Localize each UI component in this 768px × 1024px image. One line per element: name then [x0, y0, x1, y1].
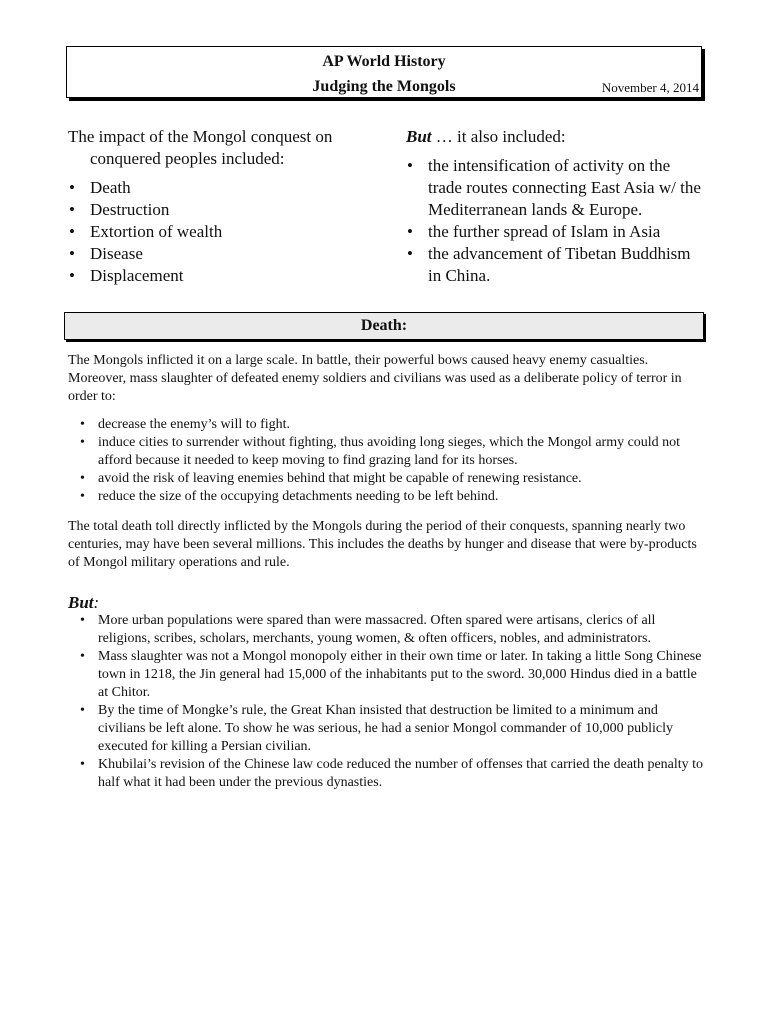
list-item [68, 199, 378, 221]
list-item [68, 648, 708, 702]
list-item-text: Mass slaughter was not a Mongol monopoly either in their own time or later. In taking a little Song Chinese town in 1218, the Jin general had 15,000 of the inhabitants put to the sword. 30,000 Hindus died in a battle at Chitor. [98, 649, 702, 700]
bullet-icon: • [407, 222, 413, 241]
impact-list [68, 177, 378, 287]
reasons-list [68, 416, 708, 506]
list-item [406, 221, 706, 243]
list-item [68, 488, 708, 506]
list-item-text: avoid the risk of leaving enemies behind that might be capable of renewing resistance. [98, 471, 582, 486]
list-item [68, 243, 378, 265]
list-item-text: Destruction [90, 200, 170, 219]
counterpoints-list-container [68, 612, 708, 792]
bullet-icon: • [69, 200, 75, 219]
header-box [66, 46, 702, 98]
counterpoints-list [68, 612, 708, 792]
reasons-list-container [68, 416, 708, 506]
bullet-icon: • [80, 489, 85, 504]
impact-intro: The impact of the Mongol conquest on conquered peoples included: [68, 127, 333, 168]
benefits-intro-text: … it also included: [431, 127, 566, 146]
document-title: AP World History [322, 53, 446, 70]
death-paragraph-2: The total death toll directly inflicted by the Mongols during the period of their conquests, spanning nearly two centuries, may have been several millions. This includes the deaths by hunger and disease that were by-products of Mongol military operations and rule. [68, 519, 697, 570]
list-item-text: reduce the size of the occupying detachments needing to be left behind. [98, 489, 499, 504]
bullet-icon: • [80, 757, 85, 772]
list-item-text: the advancement of Tibetan Buddhism in China. [428, 244, 691, 285]
bullet-icon: • [80, 613, 85, 628]
list-item-text: More urban populations were spared than were massacred. Often spared were artisans, clerics of all religions, scribes, scholars, merchants, young women, & often officers, nobles, and administrators. [98, 613, 656, 646]
bullet-icon: • [69, 222, 75, 241]
death-paragraph-1: The Mongols inflicted it on a large scale. In battle, their powerful bows caused heavy enemy casualties. Moreover, mass slaughter of defeated enemy soldiers and civilians was used as a deliberate policy of terror in order to: [68, 353, 682, 404]
bullet-icon: • [80, 703, 85, 718]
but-emphasis: But [406, 127, 432, 146]
bullet-icon: • [80, 435, 85, 450]
list-item-text: Displacement [90, 266, 184, 285]
list-item [68, 612, 708, 648]
list-item [68, 177, 378, 199]
list-item-text: decrease the enemy’s will to fight. [98, 417, 291, 432]
list-item-text: Disease [90, 244, 143, 263]
bullet-icon: • [80, 417, 85, 432]
bullet-icon: • [80, 649, 85, 664]
bullet-icon: • [69, 178, 75, 197]
but-label: But [68, 593, 94, 612]
list-item [68, 416, 708, 434]
list-item-text: the further spread of Islam in Asia [428, 222, 661, 241]
benefits-list [406, 155, 706, 287]
list-item [68, 265, 378, 287]
benefits-intro [406, 126, 706, 148]
list-item [406, 155, 706, 221]
bullet-icon: • [80, 471, 85, 486]
list-item-text: Extortion of wealth [90, 222, 223, 241]
document-date: November 4, 2014 [601, 80, 699, 95]
document-subtitle: Judging the Mongols [312, 78, 456, 95]
but-heading [68, 592, 708, 614]
bullet-icon: • [407, 244, 413, 263]
list-item [68, 221, 378, 243]
list-item-text: the intensification of activity on the trade routes connecting East Asia w/ the Mediterranean lands & Europe. [428, 156, 701, 219]
list-item [68, 470, 708, 488]
bullet-icon: • [69, 244, 75, 263]
list-item [68, 702, 708, 756]
list-item-text: Khubilai’s revision of the Chinese law code reduced the number of offenses that carried the death penalty to half what it had been under the previous dynasties. [98, 757, 704, 790]
list-item-text: induce cities to surrender without fighting, thus avoiding long sieges, which the Mongol army could not afford because it needed to keep moving to find grazing land for its horses. [98, 435, 681, 468]
section-heading-death: Death: [64, 312, 704, 340]
benefits-column [406, 126, 706, 287]
impact-column [68, 126, 378, 287]
list-item [68, 434, 708, 470]
bullet-icon: • [69, 266, 75, 285]
list-item-text: By the time of Mongke’s rule, the Great Khan insisted that destruction be limited to a minimum and civilians be left alone. To show he was serious, he had a senior Mongol commander of 10,000 publicly executed for killing a Persian civilian. [98, 703, 673, 754]
list-item [68, 756, 708, 792]
list-item-text: Death [90, 178, 131, 197]
bullet-icon: • [407, 156, 413, 175]
but-colon: : [93, 593, 100, 612]
list-item [406, 243, 706, 287]
